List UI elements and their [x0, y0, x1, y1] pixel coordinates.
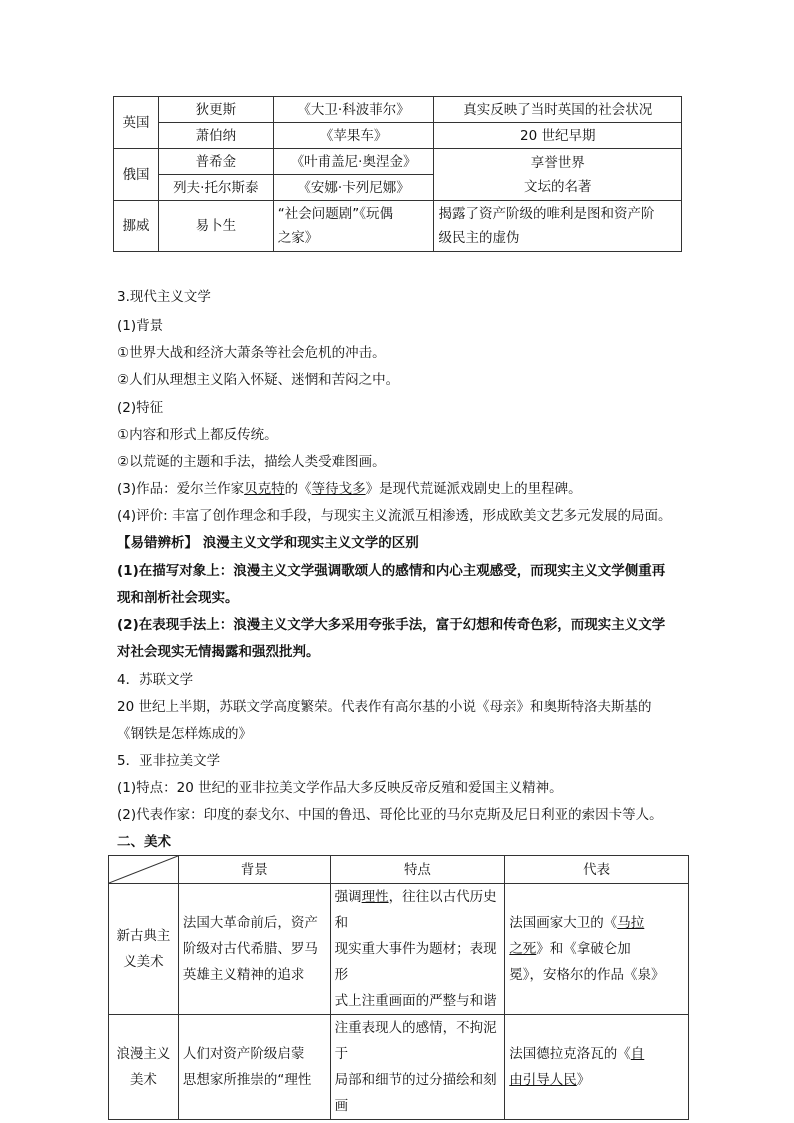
table-row	[114, 123, 682, 149]
author-cell: 普希金	[158, 149, 273, 175]
cell-line: 美术	[129, 1072, 157, 1088]
author-cell: 列夫·托尔斯泰	[158, 175, 273, 201]
text-segment: 法国画家大卫的《	[509, 915, 618, 931]
text-segment: 的《	[284, 481, 312, 497]
work-cell: 《叶甫盖尼·奥涅金》	[273, 149, 434, 175]
cell-line: 义美术	[123, 954, 164, 970]
cell-line	[509, 1067, 684, 1093]
cell-line: 式上注重画面的严整与和谐	[334, 993, 497, 1009]
cell-line: 冕》，安格尔的作品《泉》	[509, 967, 665, 983]
paragraph: 对社会现实无情揭露和强烈批判。	[117, 644, 320, 660]
table-row	[114, 97, 682, 123]
work-title: 之死	[509, 941, 537, 957]
work-title: 马拉	[617, 915, 645, 931]
text-segment: ，往往以古代历史和	[334, 889, 497, 931]
feature-cell	[330, 884, 505, 1015]
work-cell: 《安娜·卡列尼娜》	[273, 175, 434, 201]
section-heading: 5．亚非拉美文学	[117, 753, 221, 769]
paragraph: ①世界大战和经济大萧条等社会危机的冲击。	[117, 345, 386, 361]
note-line: 级民主的虚伪	[438, 230, 520, 246]
text-segment: 》	[576, 1072, 591, 1088]
paragraph: ②以荒诞的主题和手法，描绘人类受难图画。	[117, 454, 386, 470]
cell-line: 局部和细节的过分描绘和刻画	[334, 1072, 497, 1114]
author-cell: 易卜生	[158, 201, 273, 252]
art-table	[108, 855, 689, 1120]
cell-line	[509, 1041, 684, 1067]
country-cell: 挪威	[114, 201, 159, 252]
work-cell: 《大卫·科波菲尔》	[273, 97, 434, 123]
paragraph: (1)特点：20 世纪的亚非拉美文学作品大多反映反帝反殖和爱国主义精神。	[117, 780, 563, 796]
section-heading: 二、美术	[117, 834, 171, 850]
work-line: 之家》	[277, 230, 319, 246]
paragraph: 《钢铁是怎样炼成的》	[117, 726, 252, 742]
section-heading: 4．苏联文学	[117, 672, 194, 688]
cell-line: 注重表现人的感情，不拘泥于	[334, 1020, 497, 1062]
work-cell	[273, 201, 434, 252]
work-title: 自	[630, 1046, 645, 1062]
note-line: 享誉世界	[530, 154, 585, 171]
section-heading: 3.现代主义文学	[117, 289, 211, 305]
note-cell: 20 世纪早期	[434, 123, 682, 149]
text-segment: 强调	[334, 889, 362, 905]
text-segment: 》和《拿破仑加	[536, 941, 631, 957]
tip-label: 【易错辨析】	[117, 535, 198, 551]
paragraph: (1)在描写对象上：浪漫主义文学强调歌颂人的感情和内心主观感受，而现实主义文学侧重再	[117, 563, 666, 579]
paragraph	[117, 479, 682, 499]
note-line: 揭露了资产阶级的唯利是图和资产阶	[438, 206, 655, 222]
column-header: 背景	[178, 856, 330, 884]
cell-line: 英雄主义精神的追求	[182, 967, 305, 983]
table-row	[109, 1015, 689, 1120]
subheading: (2)特征	[117, 400, 164, 416]
keyword: 理性	[361, 889, 389, 905]
text-segment: 法国德拉克洛瓦的《	[509, 1046, 631, 1062]
subheading: (1)背景	[117, 318, 164, 334]
literature-table	[113, 96, 682, 252]
tip-title: 浪漫主义文学和现实主义文学的区别	[198, 535, 419, 551]
paragraph: ②人们从理想主义陷入怀疑、迷惘和苦闷之中。	[117, 372, 400, 388]
column-header: 代表	[505, 856, 689, 884]
background-cell	[178, 884, 330, 1015]
author-cell: 狄更斯	[158, 97, 273, 123]
paragraph: 20 世纪上半期，苏联文学高度繁荣。代表作有高尔基的小说《母亲》和奥斯特洛夫斯基的	[117, 699, 652, 715]
work-cell: 《苹果车》	[273, 123, 434, 149]
table-header-row	[109, 856, 689, 884]
cell-line: 人们对资产阶级启蒙	[182, 1046, 305, 1062]
column-header: 特点	[330, 856, 505, 884]
diagonal-header-cell	[109, 856, 179, 884]
background-cell	[178, 1015, 330, 1120]
cell-line: 浪漫主义	[116, 1046, 171, 1062]
feature-cell	[330, 1015, 505, 1120]
note-cell	[434, 149, 682, 201]
note-line: 文坛的名著	[523, 178, 592, 195]
country-cell: 英国	[114, 97, 159, 149]
work-title: 由引导人民	[509, 1072, 577, 1088]
movement-cell	[109, 884, 179, 1015]
author-name: 贝克特	[244, 481, 285, 497]
table-row	[109, 884, 689, 1015]
note-cell	[434, 201, 682, 252]
cell-line: 现实重大事件为题材；表现形	[334, 941, 497, 983]
cell-line	[509, 936, 684, 962]
representative-cell	[505, 884, 689, 1015]
paragraph: 现和剖析社会现实。	[117, 590, 239, 606]
author-cell: 萧伯纳	[158, 123, 273, 149]
work-title: 等待戈多	[311, 481, 366, 497]
cell-line: 思想家所推崇的“理性	[182, 1072, 312, 1088]
table-row	[114, 149, 682, 175]
cell-line: 阶级对古代希腊、罗马	[182, 941, 318, 957]
table-row	[114, 201, 682, 252]
paragraph: (4)评价: 丰富了创作理念和手段，与现实主义流派互相渗透，形成欧美文艺多元发展的局面。	[117, 508, 672, 524]
text-segment: (3)作品：爱尔兰作家	[117, 481, 245, 497]
cell-line: 法国大革命前后，资产	[182, 915, 318, 931]
country-cell: 俄国	[114, 149, 159, 201]
cell-line: 新古典主	[116, 928, 171, 944]
text-segment: 》是现代荒诞派戏剧史上的里程碑。	[365, 481, 582, 497]
work-line: “社会问题剧”《玩偶	[277, 206, 393, 222]
movement-cell	[109, 1015, 179, 1120]
paragraph	[117, 533, 682, 553]
cell-line	[335, 884, 501, 936]
paragraph: (2)代表作家：印度的泰戈尔、中国的鲁迅、哥伦比亚的马尔克斯及尼日利亚的索因卡等人。	[117, 807, 663, 823]
representative-cell	[505, 1015, 689, 1120]
paragraph: (2)在表现手法上：浪漫主义文学大多采用夸张手法，富于幻想和传奇色彩，而现实主义文学	[117, 617, 666, 633]
note-cell: 真实反映了当时英国的社会状况	[434, 97, 682, 123]
paragraph: ①内容和形式上都反传统。	[117, 427, 278, 443]
cell-line	[509, 910, 684, 936]
